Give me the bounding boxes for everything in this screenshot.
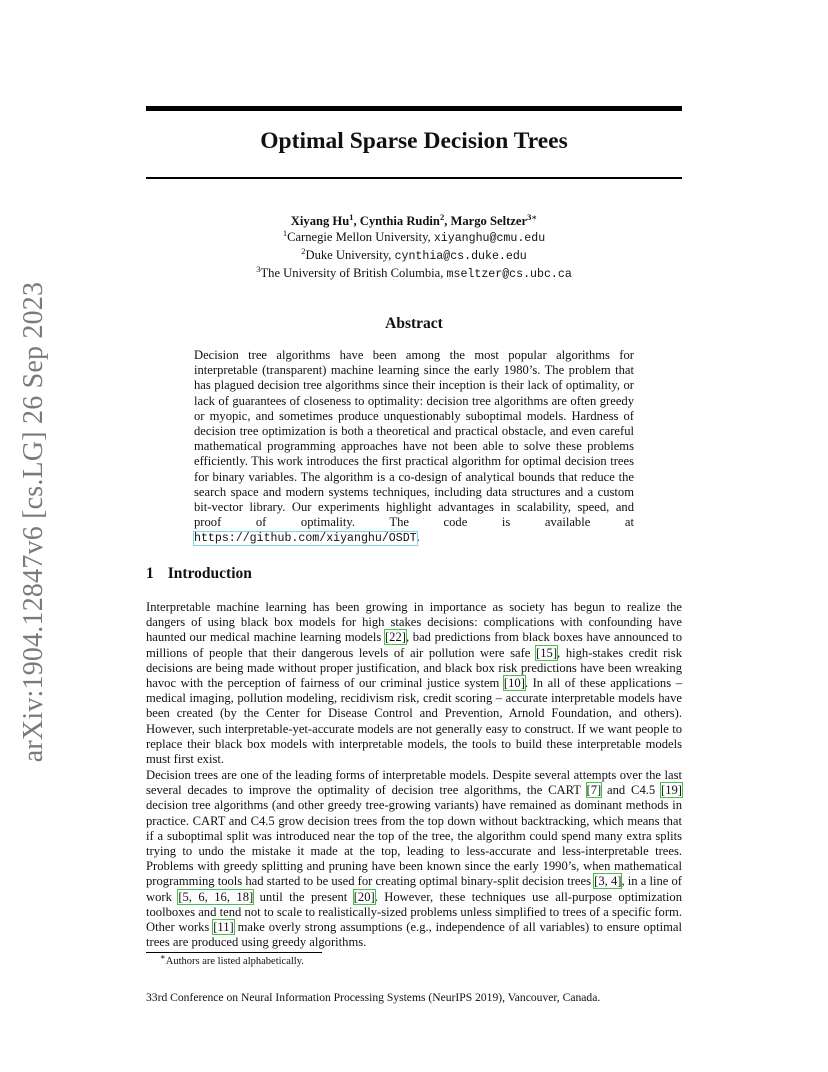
citation-link[interactable]: [3, 4] <box>594 874 622 889</box>
paragraph-text: make overly strong assumptions (e.g., independence of all variables) to ensure optimal trees are produced using greedy algorithms. <box>146 920 682 950</box>
code-repository-link[interactable]: https://github.com/xiyanghu/OSDT <box>194 532 417 546</box>
paper-title: Optimal Sparse Decision Trees <box>260 128 568 154</box>
affiliation <box>146 229 682 247</box>
author-block <box>146 213 682 283</box>
footnote <box>160 951 304 967</box>
author-affiliation-mark: 3∗ <box>527 211 538 222</box>
citation-link[interactable]: [15] <box>536 645 558 660</box>
paragraph-text: , high-stakes credit risk decisions are being made without proper justification, and black box risk predictions have been wreaking havoc with the perception of fairness of our criminal justice system <box>146 645 682 691</box>
author-affiliation-mark: 2 <box>439 211 445 222</box>
author-name: Cynthia Rudin <box>359 214 440 228</box>
arxiv-identifier <box>18 281 49 763</box>
author-name: Margo Seltzer <box>450 214 528 228</box>
paragraph-text: decision tree algorithms (and other greedy tree-growing variants) have remained as dominant methods in practice. CART and C4.5 grow decision trees from the top down without backtracking, which means that if a suboptimal split was introduced near the top of the tree, the algorithm could spend many extra splits trying to undo the mistake it made at the top, leading to less-accurate and less-interpretable trees. Problems with greedy splitting and pruning have been known since the early 1990’s, when mathematical programming tools had started to be used for creating optimal binary-split decision trees <box>146 798 682 889</box>
author-names: Xiyang Hu$^1$, Cynthia Rudin$^2$, Margo Seltzer$^{3∗}$ <box>290 211 538 228</box>
title-top-rule <box>146 106 682 111</box>
author-email: xiyanghu@cmu.edu <box>433 232 546 245</box>
intro-paragraph-1 <box>146 600 682 767</box>
paragraph-text: Interpretable machine learning has been growing in importance as society has begun to realize the dangers of using black box models for high stakes decisions: complications with confounding have haunted our medical machine learning models <box>146 600 682 645</box>
author-email: cynthia@cs.duke.edu <box>394 250 527 263</box>
affiliation-name: Duke University, <box>305 248 395 262</box>
section-number: 1 <box>146 565 154 582</box>
section-title: Introduction <box>167 565 252 582</box>
citation-link[interactable]: [7] <box>586 783 602 798</box>
abstract-heading: Abstract <box>385 315 443 332</box>
citation-link[interactable]: [10] <box>503 676 525 691</box>
title-bottom-rule <box>146 177 682 179</box>
citation-link[interactable]: [22] <box>384 630 406 645</box>
citation-link[interactable]: [11] <box>213 920 234 935</box>
affiliation-name: Carnegie Mellon University, <box>287 230 434 244</box>
affiliation-mark: 1 <box>282 227 288 238</box>
abstract-body: Decision tree algorithms have been among the most popular algorithms for interpretable (transparent) machine learning since the early 1980’s. The problem that has plagued decision tree algorithms since their inception is their lack of optimality, or lack of guarantees of closeness to optimality: decision tree algorithms are often greedy or myopic, and sometimes produce unquestionably suboptimal models. Hardness of decision tree optimization is both a theoretical and practical obstacle, and even careful mathematical programming approaches have not been able to solve these problems efficiently. This work introduces the first practical algorithm for optimal decision trees for binary variables. The algorithm is a co-design of analytical bounds that reduce the search space and modern systems techniques, including data structures and a custom bit-vector library. Our experiments highlight advantages in scalability, speed, and proof of optimality. The code is available at https://github.com/xiyanghu/OSDT. <box>194 348 634 546</box>
author-affiliation-mark: 1 <box>349 211 354 222</box>
citation-link[interactable]: [5, 6, 16, 18] <box>178 889 254 904</box>
section-heading-introduction <box>146 565 252 583</box>
affiliation <box>146 247 682 265</box>
author-name: Xiyang Hu <box>290 214 350 228</box>
abstract-text: Decision tree algorithms have been among the most popular algorithms for interpretable (transparent) machine learning since the early 1980’s. The problem that has plagued decision tree algorithms since their inception is their lack of optimality, or lack of guarantees of closeness to optimality: decision tree algorithms are often greedy or myopic, and sometimes produce unquestionably suboptimal models. Hardness of decision tree optimization is both a theoretical and practical obstacle, and even careful mathematical programming approaches have not been able to solve these problems efficiently. This work introduces the first practical algorithm for optimal decision trees for binary variables. The algorithm is a co-design of analytical bounds that reduce the search space and modern systems techniques, including data structures and a custom bit-vector library. Our experiments highlight advantages in scalability, speed, and proof of optimality. The code is available at <box>194 348 634 530</box>
affiliation-mark: 3 <box>256 263 261 274</box>
paragraph-text: , in a line of work <box>146 874 682 904</box>
paragraph-text: . However, these techniques use all-purpose optimization toolboxes and tend not to scale to realistically-sized problems unless simplified to trees of a specific form. Other works <box>146 889 683 935</box>
footnote-rule <box>146 952 322 953</box>
arxiv-identifier-text: arXiv:1904.12847v6 [cs.LG] 26 Sep 2023 <box>18 281 49 763</box>
footnote-mark: ∗ <box>160 951 166 962</box>
footnote-text: Authors are listed alphabetically. <box>165 956 304 967</box>
paragraph-text: , bad predictions from black boxes have announced to millions of people that their dangerous levels of air pollution were safe <box>146 630 682 660</box>
citation-link[interactable]: [20] <box>353 889 375 904</box>
affiliation-name: The University of British Columbia, <box>260 266 447 280</box>
paragraph-text: . In all of these applications – medical imaging, pollution modeling, recidivism risk, credit scoring – accurate interpretable models have been created (by the Center for Disease Control and Prevention, Arnold Foundation, and others). However, such interpretable-yet-accurate models are not generally easy to construct. If we want people to replace their black box models with interpretable models, the tools to build these interpretable models must first exist. <box>146 676 682 767</box>
affiliation <box>146 265 682 283</box>
paragraph-text: until the present <box>253 889 354 904</box>
intro-paragraph-2 <box>146 768 682 950</box>
citation-link[interactable]: [19] <box>661 783 682 798</box>
author-email: mseltzer@cs.ubc.ca <box>446 268 572 281</box>
conference-note: 33rd Conference on Neural Information Processing Systems (NeurIPS 2019), Vancouver, Canada. <box>146 991 601 1004</box>
paragraph-text: Decision trees are one of the leading forms of interpretable models. Despite several attempts over the last several decades to improve the optimality of decision tree algorithms, the CART <box>146 768 682 798</box>
affiliation-mark: 2 <box>301 245 306 256</box>
paragraph-text: and C4.5 <box>601 783 662 798</box>
